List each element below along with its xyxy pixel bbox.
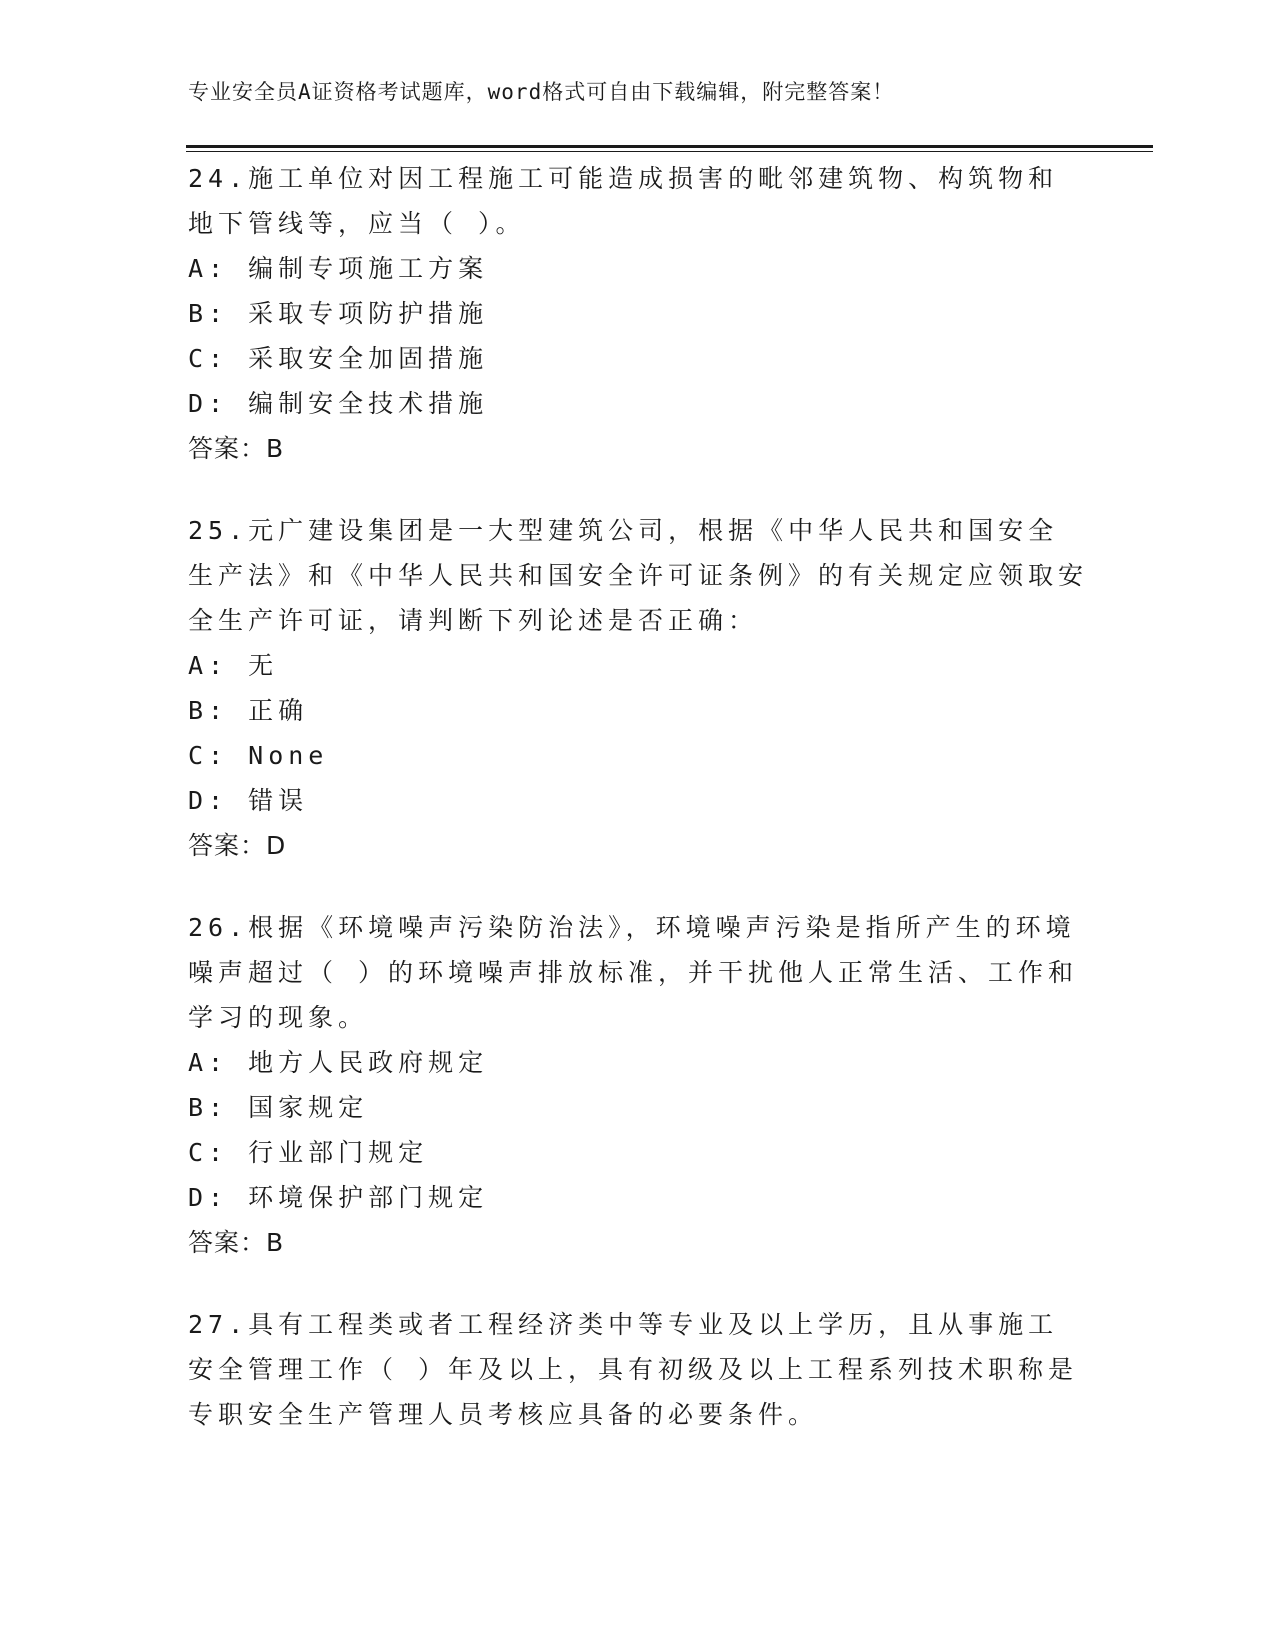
header-rule-thin xyxy=(186,151,1153,152)
question-26 xyxy=(188,905,1088,1266)
option-a: A: 无 xyxy=(188,651,279,680)
question-stem: 24.施工单位对因工程施工可能造成损害的毗邻建筑物、构筑物和地下管线等，应当（ ）。 xyxy=(188,164,1059,238)
option-a: A: 地方人民政府规定 xyxy=(188,1048,489,1077)
header-rule-thick xyxy=(186,145,1153,148)
option-d: D: 编制安全技术措施 xyxy=(188,389,489,418)
question-25 xyxy=(188,508,1088,869)
option-b: B: 正确 xyxy=(188,696,309,725)
question-stem: 26.根据《环境噪声污染防治法》，环境噪声污染是指所产生的环境噪声超过（ ）的环境噪声排放标准，并干扰他人正常生活、工作和学习的现象。 xyxy=(188,913,1079,1032)
option-c: C: 采取安全加固措施 xyxy=(188,344,489,373)
option-c: C: 行业部门规定 xyxy=(188,1138,429,1167)
option-a: A: 编制专项施工方案 xyxy=(188,254,489,283)
question-stem: 27.具有工程类或者工程经济类中等专业及以上学历，且从事施工安全管理工作（ ）年及以上，具有初级及以上工程系列技术职称是专职安全生产管理人员考核应具备的必要条件。 xyxy=(188,1310,1079,1429)
question-24 xyxy=(188,156,1088,472)
option-c: C: None xyxy=(188,741,329,770)
option-d: D: 错误 xyxy=(188,786,309,815)
question-27 xyxy=(188,1302,1088,1437)
answer-line: 答案：D xyxy=(188,831,287,860)
answer-line: 答案：B xyxy=(188,434,285,463)
question-stem: 25.元广建设集团是一大型建筑公司，根据《中华人民共和国安全生产法》和《中华人民共和国安全许可证条例》的有关规定应领取安全生产许可证，请判断下列论述是否正确： xyxy=(188,516,1089,635)
answer-line: 答案：B xyxy=(188,1228,285,1257)
option-b: B: 采取专项防护措施 xyxy=(188,299,489,328)
option-d: D: 环境保护部门规定 xyxy=(188,1183,489,1212)
document-header: 专业安全员A证资格考试题库，word格式可自由下载编辑，附完整答案！ xyxy=(188,80,895,104)
question-list xyxy=(188,156,1088,1473)
option-b: B: 国家规定 xyxy=(188,1093,369,1122)
